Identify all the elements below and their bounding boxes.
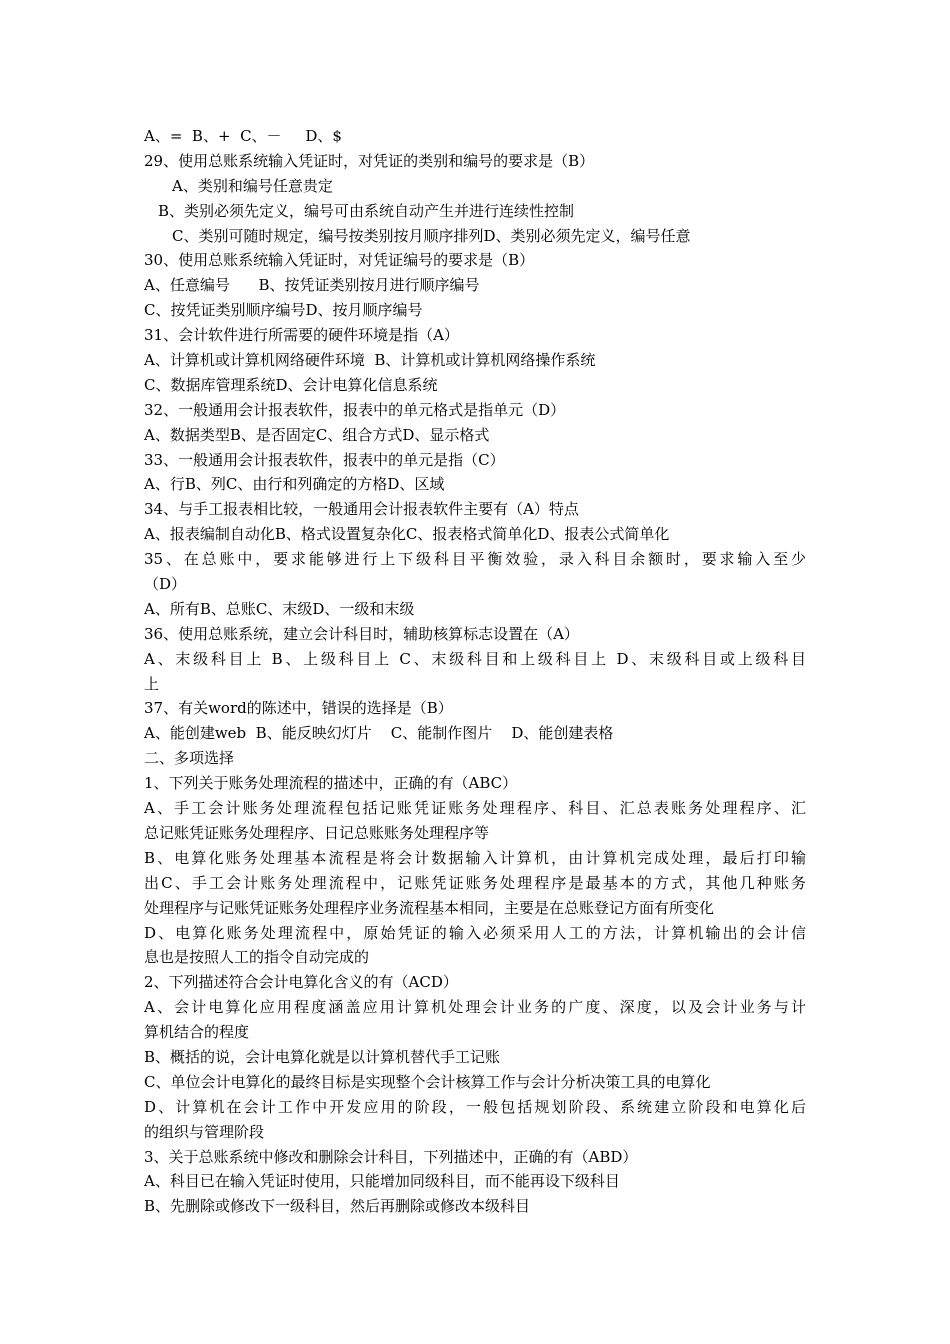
question-line: 37、有关word的陈述中，错误的选择是（B） <box>144 699 453 718</box>
option-line: A、能创建web B、能反映幻灯片 C、能制作图片 D、能创建表格 <box>144 724 614 743</box>
question-line: （D） <box>144 575 187 594</box>
option-line: A、报表编制自动化B、格式设置复杂化C、报表格式简单化D、报表公式简单化 <box>144 525 670 544</box>
question-line: 29、使用总账系统输入凭证时，对凭证的类别和编号的要求是（B） <box>144 151 595 170</box>
option-line: A、末级科目上 B、上级科目上 C、末级科目和上级科目上 D、末级科目或上级科目 <box>144 649 806 668</box>
question-line: 34、与手工报表相比较，一般通用会计报表软件主要有（A）特点 <box>144 500 579 519</box>
question-line: 31、会计软件进行所需要的硬件环境是指（A） <box>144 326 459 345</box>
option-line: 总记账凭证账务处理程序、日记总账账务处理程序等 <box>144 823 490 842</box>
section-heading: 二、多项选择 <box>144 749 235 768</box>
option-line: C、类别可随时规定，编号按类别按月顺序排列D、类别必须先定义，编号任意 <box>172 226 691 245</box>
option-line: D、计算机在会计工作中开发应用的阶段，一般包括规划阶段、系统建立阶段和电算化后 <box>144 1097 806 1116</box>
option-line: B、电算化账务处理基本流程是将会计数据输入计算机，由计算机完成处理，最后打印输 <box>144 848 806 867</box>
option-line: A、计算机或计算机网络硬件环境 B、计算机或计算机网络操作系统 <box>144 351 596 370</box>
option-line: C、数据库管理系统D、会计电算化信息系统 <box>144 375 438 394</box>
text-line: A、= B、+ C、－ D、$ <box>144 127 342 145</box>
question-line: 2、下列描述符合会计电算化含义的有（ACD） <box>144 973 458 992</box>
option-line: A、任意编号 B、按凭证类别按月进行顺序编号 <box>144 276 480 295</box>
option-line: 处理程序与记账凭证账务处理程序业务流程基本相同，主要是在总账登记方面有所变化 <box>144 898 715 917</box>
option-line: A、科目已在输入凭证时使用，只能增加同级科目，而不能再设下级科目 <box>144 1172 620 1191</box>
question-line: 1、下列关于账务处理流程的描述中，正确的有（ABC） <box>144 774 518 793</box>
option-line: C、按凭证类别顺序编号D、按月顺序编号 <box>144 301 423 320</box>
option-line: B、先删除或修改下一级科目，然后再删除或修改本级科目 <box>144 1197 531 1216</box>
option-line: A、行B、列C、由行和列确定的方格D、区域 <box>144 475 445 494</box>
option-line: A、数据类型B、是否固定C、组合方式D、显示格式 <box>144 425 490 444</box>
option-line: A、手工会计账务处理流程包括记账凭证账务处理程序、科目、汇总表账务处理程序、汇 <box>144 799 806 818</box>
option-line: B、类别必须先定义，编号可由系统自动产生并进行连续性控制 <box>158 201 575 220</box>
option-line: 上 <box>144 674 160 693</box>
option-line: 的组织与管理阶段 <box>144 1122 265 1141</box>
option-line: 息也是按照人工的指令自动完成的 <box>144 948 370 967</box>
option-line: C、单位会计电算化的最终目标是实现整个会计核算工作与会计分析决策工具的电算化 <box>144 1072 711 1091</box>
option-line: 算机结合的程度 <box>144 1023 250 1042</box>
question-line: 30、使用总账系统输入凭证时，对凭证编号的要求是（B） <box>144 251 535 270</box>
question-line: 33、一般通用会计报表软件，报表中的单元是指（C） <box>144 450 505 469</box>
option-line: B、概括的说，会计电算化就是以计算机替代手工记账 <box>144 1047 501 1066</box>
question-line: 32、一般通用会计报表软件，报表中的单元格式是指单元（D） <box>144 400 566 419</box>
question-line: 35、在总账中，要求能够进行上下级科目平衡效验，录入科目余额时，要求输入至少 <box>144 550 806 569</box>
option-line: A、类别和编号任意贵定 <box>172 176 333 195</box>
option-line: A、会计电算化应用程度涵盖应用计算机处理会计业务的广度、深度，以及会计业务与计 <box>144 998 806 1017</box>
option-line: 出C、手工会计账务处理流程中，记账凭证账务处理程序是最基本的方式，其他几种账务 <box>144 873 806 892</box>
document-page <box>144 124 806 1219</box>
question-line: 36、使用总账系统，建立会计科目时，辅助核算标志设置在（A） <box>144 624 579 643</box>
option-line: A、所有B、总账C、末级D、一级和末级 <box>144 599 415 618</box>
option-line: D、电算化账务处理流程中，原始凭证的输入必须采用人工的方法，计算机输出的会计信 <box>144 923 806 942</box>
question-line: 3、关于总账系统中修改和删除会计科目，下列描述中，正确的有（ABD） <box>144 1147 638 1166</box>
